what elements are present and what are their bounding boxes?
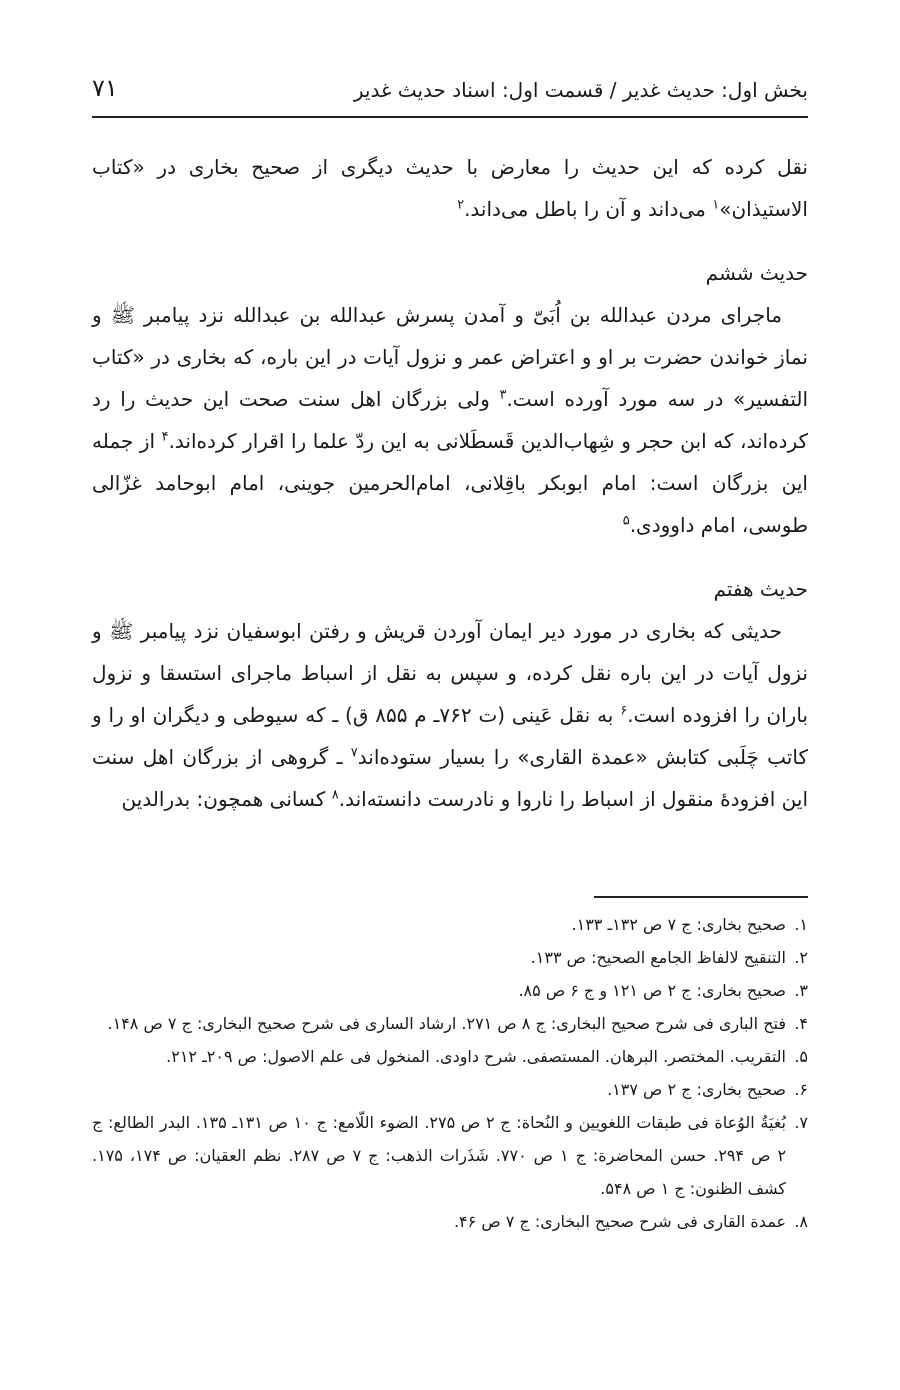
footnotes (92, 908, 808, 1238)
footnote-ref-1[interactable]: ۱ (712, 197, 720, 213)
paragraph-text: حدیثی که بخاری در مورد دیر ایمان آوردن قریش و رفتن ابوسفیان نزد پیامبر ﷺ و نزول آیات در این باره نقل کرده، و سپس به نقل از اسباط ماجرای استسقا و نزول باران را افزوده است. (92, 619, 808, 727)
running-head (92, 74, 808, 114)
footnote-text: صحیح بخاری: ج ۷ ص ۱۳۲ـ ۱۳۳. (571, 915, 786, 934)
section-heading-6: حدیث ششم (705, 261, 808, 285)
intro-paragraph (92, 146, 808, 230)
footnote-text: بُغیَةُ الوُعاة فی طبقات اللغویین و النُحاة: ج ۲ ص ۲۷۵. الضوء اللّامع: ج ۱۰ ص ۱۳۱ـ ۱۳۵. البدر الطالع: ج ۲ ص ۲۹۴. حسن المحاضرة: ج ۱ ص ۷۷۰. شَذَرات الذهب: ج ۷ ص ۲۸۷. نظم العقیان: ص ۱۷۴، ۱۷۵. کشف الظنون: ج ۱ ص ۵۴۸. (92, 1113, 787, 1198)
footnote-ref-4[interactable]: ۴ (161, 429, 169, 445)
running-title: بخش اول: حدیث غدیر / قسمت اول: اسناد حدیث غدیر (353, 78, 808, 102)
footnote-text: فتح الباری فی شرح صحیح البخاری: ج ۸ ص ۲۷۱. ارشاد الساری فی شرح صحیح البخاری: ج ۷ ص ۱۴۸. (107, 1014, 786, 1033)
body-text (92, 146, 808, 820)
footnote-number: ۴. (794, 1014, 808, 1033)
footnote-number: ۷. (794, 1113, 809, 1132)
footnote-ref-2[interactable]: ۲ (457, 197, 465, 213)
footnote-8 (92, 1205, 808, 1238)
footnote-text: صحیح بخاری: ج ۲ ص ۱۲۱ و ج ۶ ص ۸۵. (518, 981, 786, 1000)
footnote-number: ۵. (794, 1047, 808, 1066)
paragraph-text: به نقل عَینی (ت ۷۶۲ـ م ۸۵۵ ق) ـ که سیوطی و دیگران او را و کاتب چَلَبی کتابش «عمدة القاری» را بسیار ستوده‌اند (92, 703, 808, 769)
paragraph-text: از جمله این بزرگان است: امام ابوبکر باقِلانی، امام‌الحرمین جوینی، امام ابوحامد غزّالی طوسی، امام داوودی. (92, 429, 808, 537)
footnote-text: التقریب. المختصر. البرهان. المستصفی. شرح داودی. المنخول فی علم الاصول: ص ۲۰۹ـ ۲۱۲. (166, 1047, 786, 1066)
footnote-number: ۲. (794, 948, 808, 967)
footnote-7 (92, 1106, 808, 1205)
footnote-ref-8[interactable]: ۸ (331, 787, 339, 803)
footnote-3 (92, 974, 808, 1007)
footnote-number: ۱. (794, 915, 808, 934)
footnote-divider (594, 896, 808, 898)
footnote-number: ۸. (794, 1212, 808, 1231)
footnote-2 (92, 941, 808, 974)
paragraph-text: نقل کرده که این حدیث را معارض با حدیث دیگری از صحیح بخاری در «کتاب الاستیذان» (92, 155, 808, 221)
page-number: ۷۱ (92, 74, 118, 102)
footnote-6 (92, 1073, 808, 1106)
paragraph-text: ولی بزرگان اهل سنت صحت این حدیث را رد کرده‌اند، که ابن حجر و شِهاب‌الدین قَسطَلانی به این ردّ علما را اقرار کرده‌اند. (92, 387, 809, 453)
footnote-5 (92, 1040, 808, 1073)
footnote-1 (92, 908, 808, 941)
footnote-ref-7[interactable]: ۷ (350, 745, 358, 761)
paragraph-text: کسانی همچون: بدرالدین (121, 787, 332, 811)
section-heading-7: حدیث هفتم (713, 577, 808, 601)
footnote-text: التنقیح لالفاظ الجامع الصحیح: ص ۱۳۳. (530, 948, 786, 967)
footnote-ref-5[interactable]: ۵ (622, 513, 630, 529)
footnote-text: عمدة القاری فی شرح صحیح البخاری: ج ۷ ص ۴۶. (453, 1212, 786, 1231)
paragraph-text: ـ گروهی از بزرگان اهل سنت این افزودهٔ منقول از اسباط را ناروا و نادرست دانسته‌اند. (92, 745, 808, 811)
section-6-paragraph (92, 294, 808, 546)
footnote-ref-6[interactable]: ۶ (620, 703, 628, 719)
paragraph-text: می‌داند و آن را باطل می‌داند. (464, 197, 713, 221)
footnote-number: ۳. (794, 981, 808, 1000)
footnote-4 (92, 1007, 808, 1040)
footnote-number: ۶. (794, 1080, 808, 1099)
header-divider (92, 116, 808, 118)
footnote-text: صحیح بخاری: ج ۲ ص ۱۳۷. (607, 1080, 786, 1099)
footnote-ref-3[interactable]: ۳ (499, 387, 507, 403)
section-7-paragraph (92, 610, 808, 820)
paragraph-text: ماجرای مردن عبدالله بن اُبَیّ و آمدن پسرش عبدالله بن عبدالله نزد پیامبر ﷺ و نماز خواندن حضرت بر او و اعتراض عمر و نزول آیات در این باره، که بخاری در «کتاب التفسیر» در سه مورد آورده است. (92, 303, 808, 411)
